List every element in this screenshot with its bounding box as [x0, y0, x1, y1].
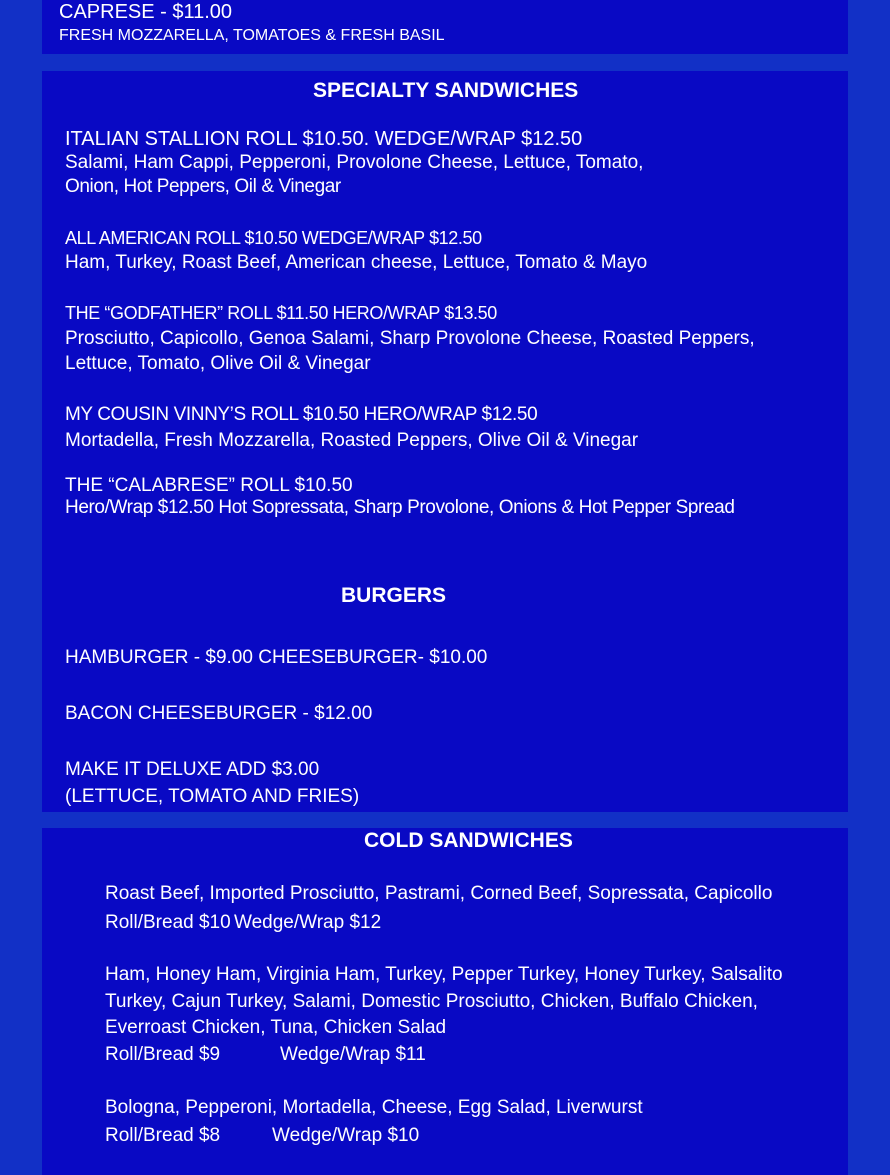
- item-title: THE “GODFATHER” ROLL $11.50 HERO/WRAP $13.50: [65, 303, 497, 323]
- price-roll: Roll/Bread $9: [105, 1044, 221, 1065]
- cold-item-line: Roast Beef, Imported Prosciutto, Pastrami, Corned Beef, Sopressata, Capicollo: [105, 883, 773, 904]
- caprese-description: FRESH MOZZARELLA, TOMATOES & FRESH BASIL: [59, 27, 445, 44]
- burgers-heading: BURGERS: [341, 584, 447, 607]
- item-description: Prosciutto, Capicollo, Genoa Salami, Sharp Provolone Cheese, Roasted Peppers,: [65, 328, 755, 349]
- price-roll: Roll/Bread $10: [105, 912, 231, 933]
- item-description: Hero/Wrap $12.50 Hot Sopressata, Sharp Provolone, Onions & Hot Pepper Spread: [65, 497, 735, 518]
- item-description: Salami, Ham Cappi, Pepperoni, Provolone Cheese, Lettuce, Tomato,: [65, 152, 644, 173]
- cold-heading: COLD SANDWICHES: [364, 829, 573, 852]
- price-wedge: Wedge/Wrap $12: [234, 912, 382, 933]
- cold-item-line: Ham, Honey Ham, Virginia Ham, Turkey, Pepper Turkey, Honey Turkey, Salsalito: [105, 964, 783, 985]
- cold-item-line: Turkey, Cajun Turkey, Salami, Domestic Prosciutto, Chicken, Buffalo Chicken,: [105, 991, 758, 1012]
- burger-item: HAMBURGER - $9.00 CHEESEBURGER- $10.00: [65, 647, 488, 668]
- caprese-panel: [42, 0, 848, 54]
- item-title: THE “CALABRESE” ROLL $10.50: [65, 475, 353, 496]
- cold-sandwiches-panel: [42, 828, 848, 1175]
- cold-item-line: Bologna, Pepperoni, Mortadella, Cheese, Egg Salad, Liverwurst: [105, 1097, 643, 1118]
- burger-item: BACON CHEESEBURGER - $12.00: [65, 703, 373, 724]
- item-title: ALL AMERICAN ROLL $10.50 WEDGE/WRAP $12.50: [65, 228, 482, 248]
- price-roll: Roll/Bread $8: [105, 1125, 221, 1146]
- item-description: Onion, Hot Peppers, Oil & Vinegar: [65, 176, 341, 197]
- cold-item-line: Everroast Chicken, Tuna, Chicken Salad: [105, 1017, 447, 1038]
- burger-item: MAKE IT DELUXE ADD $3.00: [65, 759, 320, 780]
- item-description: Mortadella, Fresh Mozzarella, Roasted Peppers, Olive Oil & Vinegar: [65, 430, 639, 451]
- price-wedge: Wedge/Wrap $11: [280, 1044, 426, 1065]
- item-description: Ham, Turkey, Roast Beef, American cheese, Lettuce, Tomato & Mayo: [65, 252, 648, 273]
- specialty-burgers-panel: [42, 71, 848, 812]
- item-title: ITALIAN STALLION ROLL $10.50. WEDGE/WRAP $12.50: [65, 128, 583, 150]
- burger-item: (LETTUCE, TOMATO AND FRIES): [65, 786, 360, 807]
- item-title: MY COUSIN VINNY’S ROLL $10.50 HERO/WRAP $12.50: [65, 404, 538, 425]
- price-wedge: Wedge/Wrap $10: [272, 1125, 420, 1146]
- item-description: Lettuce, Tomato, Olive Oil & Vinegar: [65, 353, 371, 374]
- specialty-heading: SPECIALTY SANDWICHES: [313, 79, 579, 102]
- caprese-title: CAPRESE - $11.00: [59, 1, 233, 23]
